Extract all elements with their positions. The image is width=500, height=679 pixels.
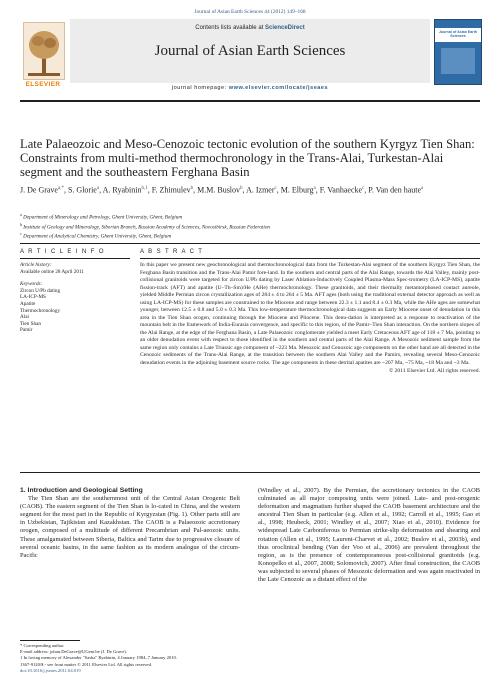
affiliation-item: [20, 222, 480, 232]
author-name: A. Ryabinin: [102, 185, 142, 195]
homepage-prefix: journal homepage:: [171, 85, 227, 91]
affiliations: [20, 212, 480, 241]
keyword-item: Tien Shan: [20, 320, 41, 327]
author-name: M. Elburg: [280, 185, 314, 195]
history-label: Article history:: [20, 262, 52, 268]
footnote-corresponding: * Corresponding author.: [20, 643, 65, 649]
journal-title: Journal of Asian Earth Sciences: [154, 43, 346, 59]
header-rule: [20, 100, 480, 102]
author-name: A. Izmer: [246, 185, 275, 195]
author-affiliation-marker: a,*: [57, 186, 64, 191]
author-name: F. Zhimulev: [151, 185, 191, 195]
keyword-item: Apatite: [20, 300, 36, 307]
body-paragraph: (Windley et al., 2007). By the Permian, the accretionary tectonics in the CAOB culminated as all major composing units were joined. Late- and post-orogenic deformation and magmatism further shaped the CAOB basement architecture and the ancestral Tien Shan in particular (e.g. Allen et al., 1992; Carroll et al., 1995; Gao et al., 1998; Heubeck, 2001; Windley et al., 2007; Xiao et al., 2010). Evidence for widespread Late Carboniferous to Permian strike-slip deformation and shearing and rotation (Allen et al., 1995; Laurent-Charvet et al., 2002; Buslov et al., 2003b), and thus oroclinical bending (Van der Voo et al., 2006) are prevalent throughout the region, as is the presence of contemporaneous post-collisional granitoids (e.g. Konopelko et al., 2007, 2008; Solomovich, 2007). After final construction, the CAOB was subjected to several phases of Mesozoic deformation and was again reactivated in the Late Cenozoic as a distant effect of the: [258, 487, 480, 584]
keywords-list: [20, 288, 130, 334]
keyword-item: Thermochronology: [20, 307, 61, 314]
article-info: [20, 262, 130, 334]
issn-doi-block: [20, 662, 240, 674]
homepage-line: [70, 85, 430, 91]
body-column-left: [20, 487, 240, 560]
author-affiliation-marker: a: [313, 186, 316, 191]
abstract-rule: [140, 258, 480, 259]
author-name: F. Vanhaecke: [319, 185, 363, 195]
keyword-item: Alai: [20, 314, 29, 321]
author-affiliation-marker: b: [190, 186, 194, 191]
author-affiliation-marker: b: [240, 186, 243, 191]
issn-line: 1367-9120/$ - see front matter © 2011 Elsevier Ltd. All rights reserved.: [20, 662, 153, 667]
affiliation-text: Department of Mineralogy and Petrology, Ghent University, Ghent, Belgium: [21, 214, 183, 221]
abstract-text: In this paper we present new geochronological and thermochronological data from the Turkestan-Alai segment of the southern Kyrgyz Tien Shan, the Ferghana Basin transition and the Trans-Alai Pamir fore-land. In the southern and central parts of the Alai Range, towards the Alai Valley, mainly post-collisional granitoids were targeted for zircon U/Pb dating by Laser Ablation-Inductively Coupled Plasma-Mass Spec-trometry (LA-ICP-MS), apatite fission-track (AFT) and apatite (U–Th–Sm)/He (AHe) thermochronology. These granitoids, and their thermally metamorphosed contact aureole, yielded Middle Permian zircon crystallization ages of 284 ± 4 to 264 ± 5 Ma. AFT ages (both using the traditional external detector approach as well as using LA-ICP-MS) for these samples are constrained to the Miocene and range between 22.3 ± 1.1 and 8.4 ± 0.3 Ma, while the AHe ages are somewhat younger, between 12.5 ± 0.8 and 5.0 ± 0.3 Ma. This low-temperature thermochronological data suggests an Early Miocene onset of denudation in this area in the Tien Shan orogen, continuing through the Miocene and Pliocene. This denu-dation is interpreted as a response to reactivation of the mountain belt in the framework of India-Eurasia convergence, and specific to this region, of the Pamir–Tien Shan interaction. On the northern slopes of the Alai Range, at the edge of the Ferghana Basin, a Late Palaeozoic conglomerate yielded a meet Early Cretaceous AFT age of 118 ± 7 Ma, pointing to an older denudation event with respect to those identified in the southern and central parts of the Alai Range. A Mesozoic sediment sample from the same region only contains a Late Triassic age component of ~223 Ma. Mesozoic and Cenozoic age components on the other hand are all detected in the Cenozoic sediments of the Trans-Alai Range, at the transition between the southern Alai Valley and the Pamirs, revealing several Meso-Cenozoic denudation events in the adjoining basement source rocks. The age components in these detrital apatites are ~207 Ma, ~75 Ma, ~18 Ma and ~3 Ma.: [140, 262, 480, 366]
contents-line: [70, 25, 430, 31]
footnote-email: E-mail address: johan.DeGrave@UGent.be (J. De Grave).: [20, 649, 127, 655]
info-rule: [20, 258, 130, 259]
affiliation-marker: b: [20, 221, 22, 227]
journal-masthead: [20, 19, 480, 95]
contents-prefix: Contents lists available at: [195, 25, 264, 31]
affiliation-item: [20, 212, 480, 222]
affiliation-item: [20, 231, 480, 241]
journal-cover-thumbnail: [434, 19, 482, 85]
author-affiliation-marker: c: [274, 186, 277, 191]
author-name: S. Glorie: [67, 185, 97, 195]
elsevier-wordmark: ELSEVIER: [25, 81, 61, 88]
author-affiliation-marker: a: [421, 186, 424, 191]
affiliation-marker: a: [20, 212, 22, 217]
body-column-right: [258, 487, 480, 584]
paper-title: Late Palaeozoic and Meso-Cenozoic tectonic evolution of the southern Kyrgyz Tien Shan: Constraints from multi-method thermochronology in the Trans-Alai, Turkestan-Alai segment and the southeastern Ferghana Basin: [20, 137, 475, 180]
abstract-heading: A B S T R A C T: [140, 249, 204, 255]
homepage-link[interactable]: www.elsevier.com/locate/jseaes: [228, 85, 329, 91]
journal-citation: Journal of Asian Earth Sciences 44 (2012) 149–168: [194, 9, 306, 15]
body-paragraph: The Tien Shan are the southernmost unit of the Central Asian Orogenic Belt (CAOB). The eastern segment of the Tien Shan is lo-cated in China, and the western segment for the most part in the Republic of Kyrgyzstan (Fig. 1). Other parts still are in Uzbekistan, Tajikistan and Kazakhstan. The CAOB is a Palaeozoic accretionary orogen, composed of a multitude of different Precambrian and Pal-aeozoic units. These amalgamated between Siberia, Baltica and Tarim due to progressive closure of several oceanic basins, in the same fashion as its modern analogue of the circum-Pacific: [20, 495, 240, 559]
keyword-item: LA-ICP-MS: [20, 294, 46, 301]
abstract-bottom-rule: [20, 472, 480, 473]
affiliation-text: Department of Analytical Chemistry, Ghent University, Ghent, Belgium: [21, 233, 172, 240]
footnotes: [20, 640, 240, 661]
affiliation-text: Institute of Geology and Mineralogy, Siberian Branch, Russian Academy of Sciences, Novosibirsk, Russian Federation: [22, 224, 271, 231]
cover-title: Journal of Asian Earth Sciences: [438, 30, 478, 39]
author-affiliation-marker: b,1: [141, 186, 148, 191]
article-info-heading: A R T I C L E I N F O: [20, 249, 105, 255]
footnote-memorial: 1 In loving memory of Alexander "Sasha" Ryabinin, 4 January 1984–7 January 2010.: [20, 654, 177, 660]
author-list: J. De Grave$^{a,*}$, S. Glorie$^a$, A. Ryabinin$^{b,1}$, F. Zhimulev$^b$, M.M. Buslov$^b$, A. Izmer$^c$, M. Elburg$^a$, F. Vanhaecke$^c$, P. Van den haute$^a$: [20, 185, 424, 195]
keyword-item: Pamir: [20, 327, 33, 334]
sciencedirect-link[interactable]: ScienceDirect: [265, 25, 305, 31]
author-affiliation-marker: c: [362, 186, 365, 191]
cover-image: [441, 48, 475, 74]
history-value: Available online 28 April 2011: [20, 268, 84, 275]
author-affiliation-marker: a: [96, 186, 100, 191]
author-name: P. Van den haute: [368, 185, 422, 195]
abstract-body: [140, 262, 480, 376]
affiliation-marker: c: [20, 231, 22, 237]
author-name: J. De Grave: [20, 185, 58, 195]
doi-link[interactable]: doi:10.1016/j.jseaes.2011.04.019: [20, 667, 81, 673]
journal-banner: [70, 19, 430, 83]
keyword-item: Zircon U/Pb dating: [20, 287, 61, 294]
author-name: M.M. Buslov: [197, 185, 241, 195]
keywords-label: Keywords:: [20, 281, 43, 288]
elsevier-logo: [20, 19, 66, 95]
section-heading-intro: 1. Introduction and Geological Setting: [20, 487, 143, 494]
elsevier-tree-icon: [23, 22, 65, 80]
affiliation-rule: [20, 243, 480, 244]
copyright-notice: © 2011 Elsevier Ltd. All rights reserved.: [388, 368, 480, 374]
